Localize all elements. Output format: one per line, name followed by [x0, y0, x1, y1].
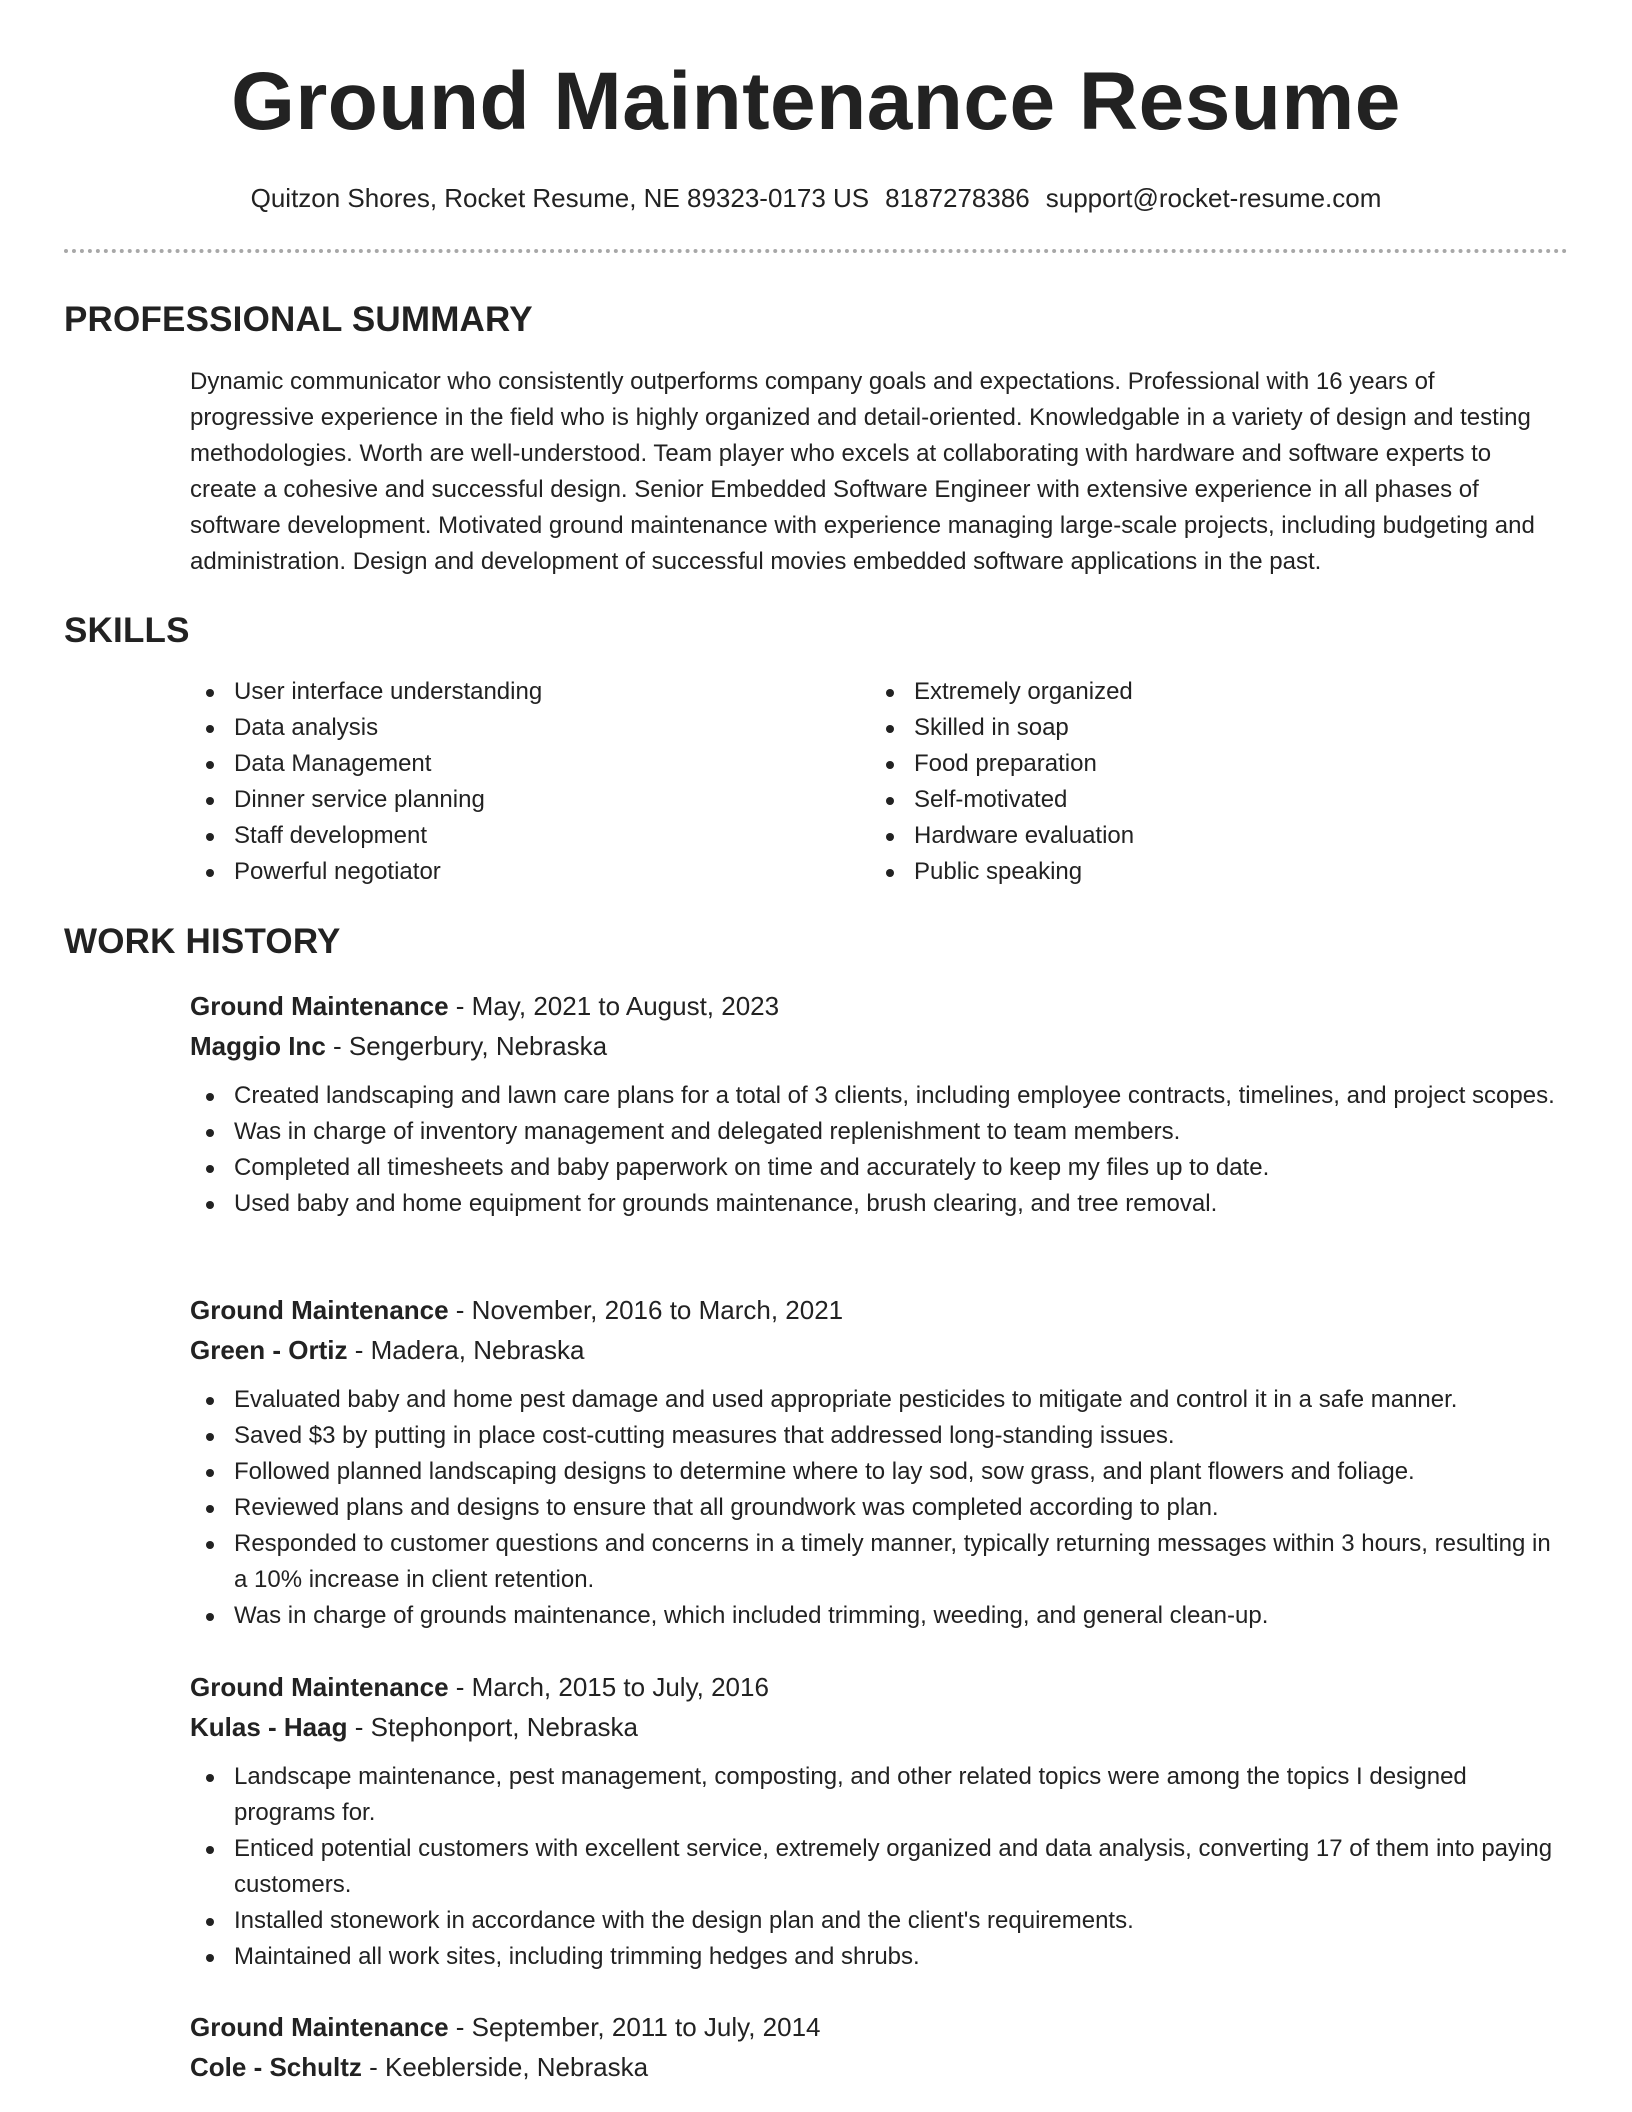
job-dates: - November, 2016 to March, 2021 — [448, 1295, 844, 1325]
job-dates: - May, 2021 to August, 2023 — [448, 991, 780, 1021]
job-bullets — [190, 1382, 1560, 1634]
job-location: - Madera, Nebraska — [347, 1335, 585, 1365]
job-company: Green - Ortiz — [190, 1335, 348, 1365]
job-title: Ground Maintenance — [190, 2012, 449, 2042]
job-bullets — [190, 1078, 1560, 1222]
job-bullet: Was in charge of inventory management and delegated replenishment to team members. — [190, 1114, 1560, 1150]
summary-heading: PROFESSIONAL SUMMARY — [64, 300, 533, 339]
job-bullet: Created landscaping and lawn care plans for a total of 3 clients, including employee contracts, timelines, and project scopes. — [190, 1078, 1560, 1114]
skill-item: Data Management — [190, 746, 830, 782]
job-company: Kulas - Haag — [190, 1712, 348, 1742]
skill-item: Extremely organized — [870, 674, 1510, 710]
job-company-line — [190, 1707, 1560, 1747]
work-history-heading: WORK HISTORY — [64, 922, 341, 961]
job-bullet: Completed all timesheets and baby paperwork on time and accurately to keep my files up to date. — [190, 1150, 1560, 1186]
skill-item: Self-motivated — [870, 782, 1510, 818]
job-company-line — [190, 1026, 1560, 1066]
job-dates: - September, 2011 to July, 2014 — [448, 2012, 821, 2042]
job-bullet: Used baby and home equipment for grounds maintenance, brush clearing, and tree removal. — [190, 1186, 1560, 1222]
job-location: - Sengerbury, Nebraska — [325, 1031, 608, 1061]
skills-heading: SKILLS — [64, 611, 190, 650]
job-company-line — [190, 1330, 1560, 1370]
job-title: Ground Maintenance — [190, 1295, 449, 1325]
job-bullet: Maintained all work sites, including trimming hedges and shrubs. — [190, 1939, 1560, 1975]
job-title-line — [190, 986, 1560, 1026]
job-bullet: Landscape maintenance, pest management, composting, and other related topics were among the topics I designed programs for. — [190, 1759, 1560, 1831]
job-bullet: Reviewed plans and designs to ensure that all groundwork was completed according to plan. — [190, 1490, 1560, 1526]
skills-list-left — [190, 674, 830, 890]
skill-item: Staff development — [190, 818, 830, 854]
job-bullet: Responded to customer questions and concerns in a timely manner, typically returning messages within 3 hours, resulting in a 10% increase in client retention. — [190, 1526, 1560, 1598]
job-title: Ground Maintenance — [190, 991, 449, 1021]
job-bullet: Installed stonework in accordance with the design plan and the client's requirements. — [190, 1903, 1560, 1939]
skill-item: Skilled in soap — [870, 710, 1510, 746]
job-bullet: Was in charge of grounds maintenance, which included trimming, weeding, and general clean-up. — [190, 1598, 1560, 1634]
skill-item: Data analysis — [190, 710, 830, 746]
job-location: - Stephonport, Nebraska — [347, 1712, 638, 1742]
skill-item: Public speaking — [870, 854, 1510, 890]
job-company: Maggio Inc — [190, 1031, 326, 1061]
job-bullet: Saved $3 by putting in place cost-cutting measures that addressed long-standing issues. — [190, 1418, 1560, 1454]
job-entry — [190, 1667, 1560, 1975]
contact-address: Quitzon Shores, Rocket Resume, NE 89323-0173 US — [250, 183, 870, 213]
job-bullet: Enticed potential customers with excellent service, extremely organized and data analysis, converting 17 of them into paying customers. — [190, 1831, 1560, 1903]
job-entry — [190, 1290, 1560, 1634]
job-title-line — [190, 2007, 1560, 2047]
summary-text: Dynamic communicator who consistently outperforms company goals and expectations. Professional with 16 years of progressive experience in the field who is highly organized and detail-oriented. Knowledgable in a variety of design and testing methodologies. Worth are well-understood. Team player who excels at collaborating with hardware and software experts to create a cohesive and successful design. Senior Embedded Software Engineer with extensive experience in all phases of software development. Motivated ground maintenance with experience managing large-scale projects, including budgeting and administration. Design and development of successful movies embedded software applications in the past. — [190, 368, 1535, 575]
skill-item: Dinner service planning — [190, 782, 830, 818]
job-company-line — [190, 2047, 1560, 2087]
job-bullets — [190, 1759, 1560, 1975]
skill-item: User interface understanding — [190, 674, 830, 710]
job-title: Ground Maintenance — [190, 1672, 449, 1702]
job-title-line — [190, 1290, 1560, 1330]
job-dates: - March, 2015 to July, 2016 — [448, 1672, 769, 1702]
job-entry — [190, 2007, 1560, 2087]
header-divider — [64, 249, 1568, 253]
skills-list-right — [870, 674, 1510, 890]
job-bullet: Followed planned landscaping designs to determine where to lay sod, sow grass, and plant flowers and foliage. — [190, 1454, 1560, 1490]
contact-email[interactable]: support@rocket-resume.com — [1045, 183, 1382, 213]
job-title-line — [190, 1667, 1560, 1707]
skill-item: Powerful negotiator — [190, 854, 830, 890]
contact-info — [0, 178, 1632, 218]
skill-item: Hardware evaluation — [870, 818, 1510, 854]
contact-phone: 8187278386 — [885, 183, 1030, 213]
skill-item: Food preparation — [870, 746, 1510, 782]
job-bullet: Evaluated baby and home pest damage and used appropriate pesticides to mitigate and control it in a safe manner. — [190, 1382, 1560, 1418]
job-entry — [190, 986, 1560, 1222]
resume-title: Ground Maintenance Resume — [231, 56, 1401, 147]
job-location: - Keeblerside, Nebraska — [361, 2052, 649, 2082]
job-company: Cole - Schultz — [190, 2052, 362, 2082]
